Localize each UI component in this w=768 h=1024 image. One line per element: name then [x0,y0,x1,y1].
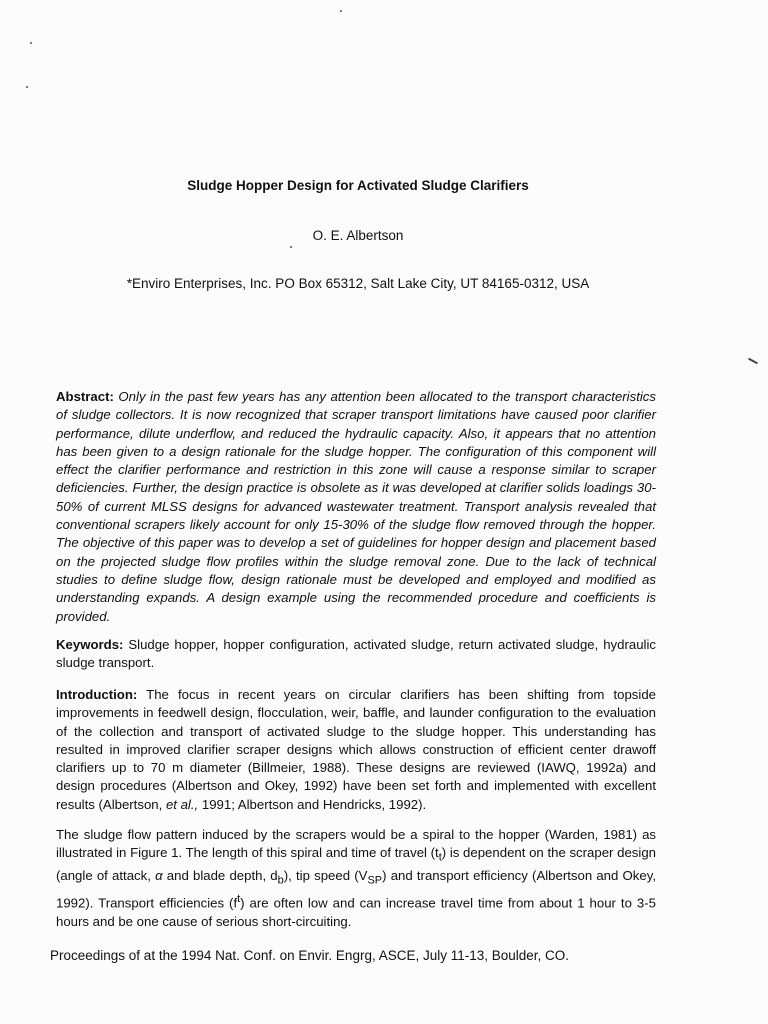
scan-speck [290,246,292,248]
flow-text-3: and blade depth, d [162,868,278,884]
tip-speed-subscript: SP [367,874,383,887]
flow-text-2: ) is dependent on the scraper design (angle of attack, [56,845,656,884]
abstract-text: Only in the past few years has any attention been allocated to the transport characteristics of sludge collectors. It is now recognized that scraper transport limitations have caused poor clarifier performance, dilute underflow, and reduced the hydraulic capacity. Also, it appears that no attention has been given to a design rationale for the sludge hopper. The configuration of this component will effect the clarifier performance and restriction in this zone will cause a response similar to scraper deficiencies. Further, the design practice is obsolete as it was developed at clarifier solids loadings 30-50% of current MLSS designs for advanced wastewater treatment. Transport analysis revealed that conventional scrapers likely account for only 15-30% of the sludge flow removed through the hopper. The objective of this paper was to develop a set of guidelines for hopper design and placement based on the projected sludge flow profiles within the sludge removal zone. Due to the lack of technical studies to define sludge flow, design rationale must be developed and employed and modified as understanding expands. A design example using the recommended procedure and coefficients is provided. [56,389,656,624]
transport-efficiency-superscript: t [237,893,241,906]
scan-speck [30,42,32,44]
abstract-section [56,388,656,626]
abstract-label: Abstract: [56,389,114,404]
author-affiliation: *Enviro Enterprises, Inc. PO Box 65312, Salt Lake City, UT 84165-0312, USA [126,276,590,291]
paper-title: Sludge Hopper Design for Activated Sludge Clarifiers [187,178,529,193]
sludge-flow-paragraph [56,826,656,931]
flow-text-4: ), tip speed (V [283,868,368,884]
scan-mark [748,358,758,364]
introduction-text-b: 1991; Albertson and Hendricks, 1992). [198,796,427,812]
blade-depth-subscript: b [277,874,284,887]
flow-text-1: The sludge flow pattern induced by the scrapers would be a spiral to the hopper (Warden, 1981) as illustrated in Figure 1. The length of this spiral and time of travel (t [56,827,656,861]
introduction-label: Introduction: [56,687,138,702]
proceedings-footer: Proceedings of at the 1994 Nat. Conf. on Envir. Engrg, ASCE, July 11-13, Boulder, CO. [50,948,570,963]
travel-time-subscript: t [438,851,442,864]
introduction-et-al: et al., [165,796,199,812]
keywords-text: Sludge hopper, hopper configuration, activated sludge, return activated sludge, hydraulic sludge transport. [56,637,656,671]
alpha-symbol: α [155,868,163,884]
scan-speck [340,10,342,12]
introduction-text-a: The focus in recent years on circular clarifiers has been shifting from topside improvements in feedwell design, flocculation, weir, baffle, and launder configuration to the evaluation of the collection and transport of activated sludge to the sludge hopper. This understanding has resulted in improved clarifier scraper designs which allows construction of efficient center drawoff clarifiers up to 70 m diameter (Billmeier, 1988). These designs are reviewed (IAWQ, 1992a) and design procedures (Albertson and Okey, 1992) have been set forth and implemented with excellent results (Albertson, [56,687,656,812]
flow-text-5: ) and transport efficiency (Albertson and Okey, 1992). Transport efficiencies (f [56,868,656,911]
author-name: O. E. Albertson [312,228,404,243]
scan-speck [26,86,28,88]
keywords-label: Keywords: [56,637,124,652]
flow-text-6: ) are often low and can increase travel time from about 1 hour to 3-5 hours and be one cause of serious short-circuiting. [56,895,656,929]
introduction-section [56,686,656,814]
keywords-section [56,636,656,673]
